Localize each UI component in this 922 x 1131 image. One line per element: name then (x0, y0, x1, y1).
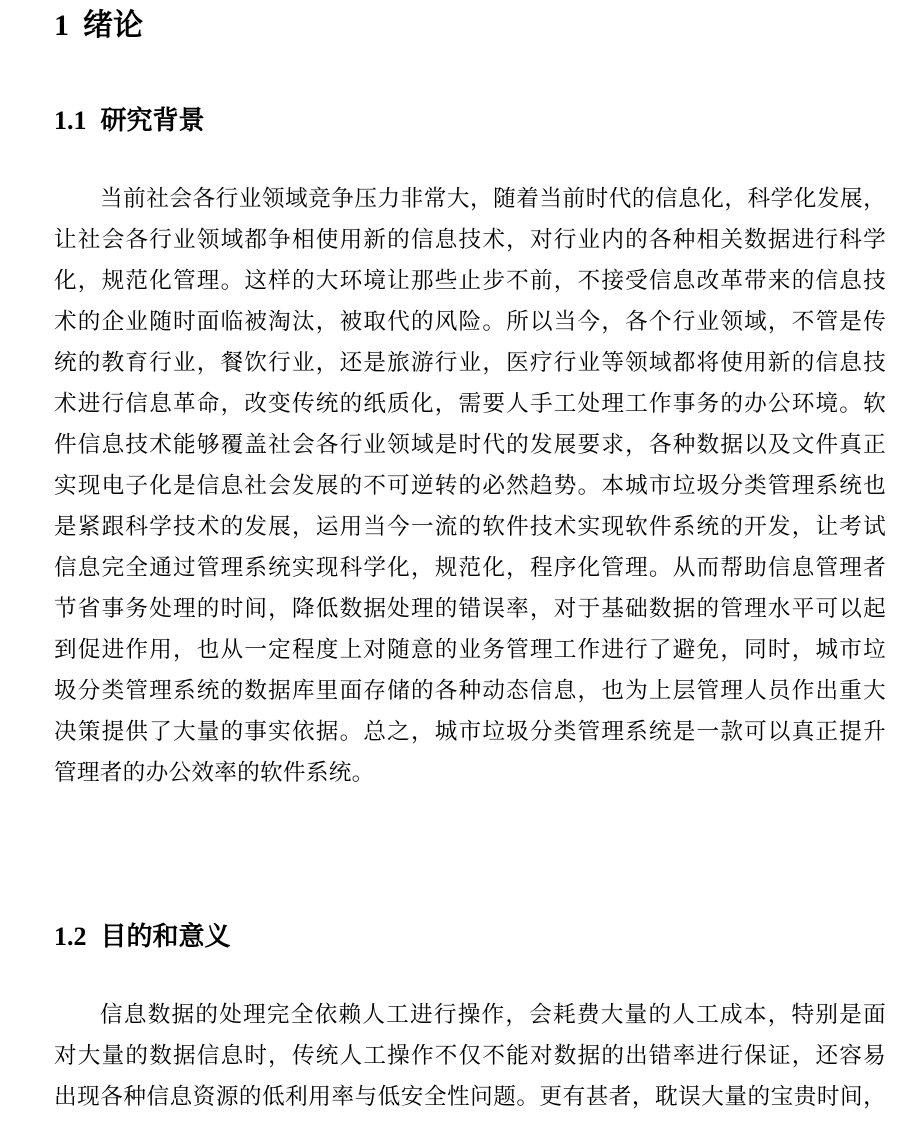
chapter-title: 绪论 (83, 8, 143, 43)
section-heading-purpose-significance (54, 919, 231, 955)
section-number: 1.2 (54, 922, 87, 951)
paragraph-line: 术进行信息革命，改变传统的纸质化，需要人手工处理工作事务的办公环境。软 (54, 391, 886, 417)
paragraph-line: 到促进作用，也从一定程度上对随意的业务管理工作进行了避免，同时，城市垃 (54, 637, 886, 663)
paragraph-purpose-significance (54, 995, 886, 1118)
paragraph-line: 让社会各行业领域都争相使用新的信息技术，对行业内的各种相关数据进行科学 (54, 227, 886, 253)
paragraph-line: 化，规范化管理。这样的大环境让那些止步不前，不接受信息改革带来的信息技 (54, 268, 886, 294)
paragraph-line: 圾分类管理系统的数据库里面存储的各种动态信息，也为上层管理人员作出重大 (54, 678, 886, 704)
paragraph-line: 件信息技术能够覆盖社会各行业领域是时代的发展要求，各种数据以及文件真正 (54, 432, 886, 458)
paragraph-line: 对大量的数据信息时，传统人工操作不仅不能对数据的出错率进行保证，还容易 (54, 1043, 886, 1069)
section-heading-research-background (54, 103, 205, 139)
section-title: 研究背景 (100, 106, 205, 136)
paragraph-line: 管理者的办公效率的软件系统。 (54, 760, 375, 786)
paragraph-research-background (54, 179, 886, 794)
chapter-number: 1 (54, 9, 69, 42)
paragraph-line: 当前社会各行业领域竞争压力非常大，随着当前时代的信息化，科学化发展， (100, 186, 886, 212)
chapter-heading (54, 6, 143, 46)
paragraph-line: 实现电子化是信息社会发展的不可逆转的必然趋势。本城市垃圾分类管理系统也 (54, 473, 886, 499)
paragraph-line: 信息完全通过管理系统实现科学化，规范化，程序化管理。从而帮助信息管理者 (54, 555, 886, 581)
paragraph-line: 是紧跟科学技术的发展，运用当今一流的软件技术实现软件系统的开发，让考试 (54, 514, 886, 540)
paragraph-line: 决策提供了大量的事实依据。总之，城市垃圾分类管理系统是一款可以真正提升 (54, 719, 886, 745)
paragraph-line: 出现各种信息资源的低利用率与低安全性问题。更有甚者，耽误大量的宝贵时间， (54, 1084, 886, 1110)
section-title: 目的和意义 (100, 922, 231, 952)
paragraph-line: 信息数据的处理完全依赖人工进行操作，会耗费大量的人工成本，特别是面 (100, 1002, 886, 1028)
section-number: 1.1 (54, 106, 87, 135)
paragraph-line: 统的教育行业，餐饮行业，还是旅游行业，医疗行业等领域都将使用新的信息技 (54, 350, 886, 376)
paragraph-line: 节省事务处理的时间，降低数据处理的错误率，对于基础数据的管理水平可以起 (54, 596, 886, 622)
paragraph-line: 术的企业随时面临被淘汰，被取代的风险。所以当今，各个行业领域，不管是传 (54, 309, 886, 335)
